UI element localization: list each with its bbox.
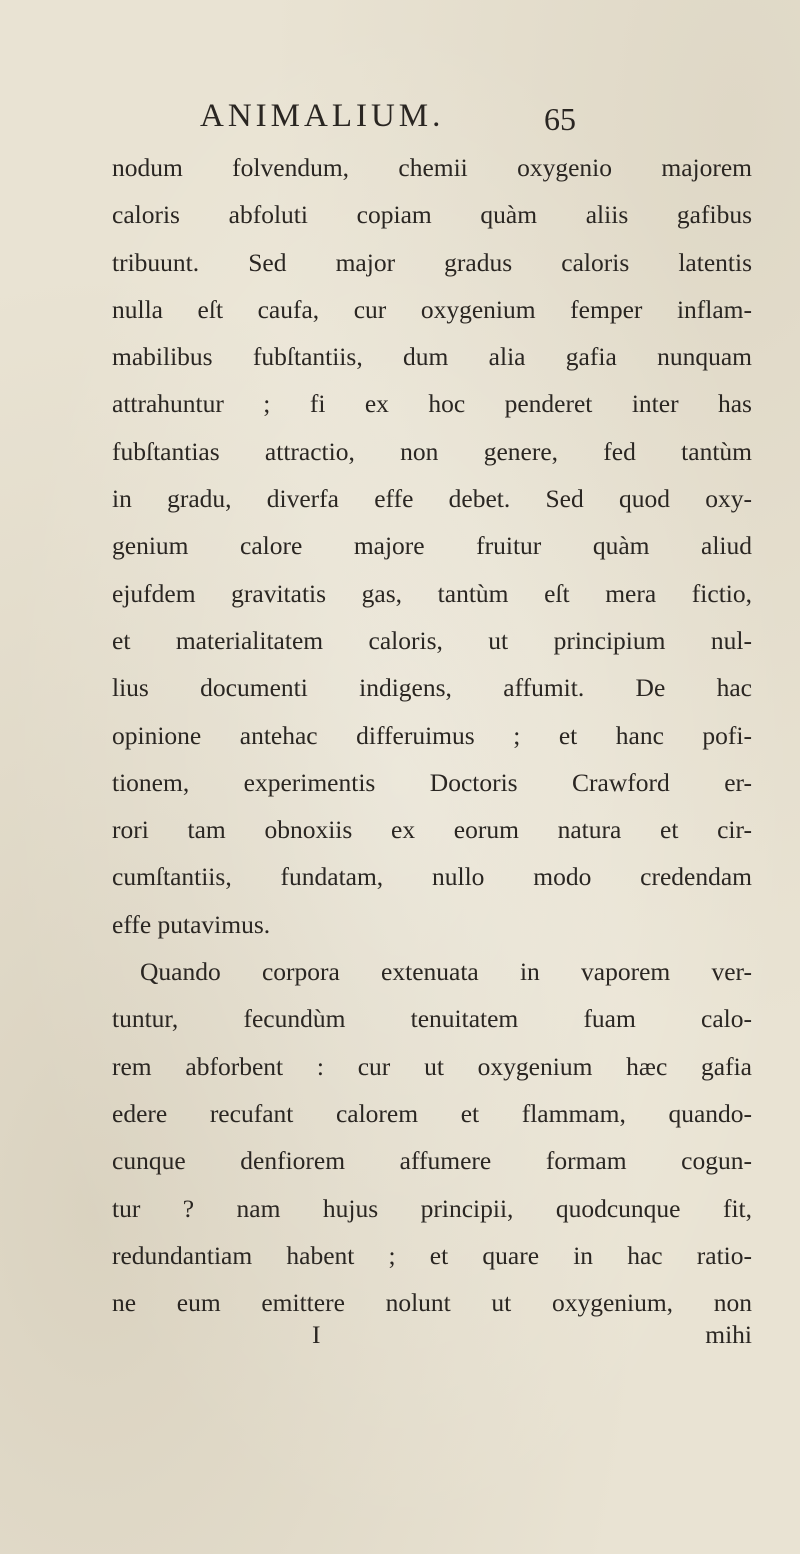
signature-mark: I bbox=[312, 1320, 321, 1349]
text-line: attrahuntur ; fi ex hoc penderet inter has bbox=[112, 389, 752, 419]
text-line: opinione antehac differuimus ; et hanc pofi- bbox=[112, 720, 752, 750]
text-line: tuntur, fecundùm tenuitatem fuam calo- bbox=[112, 1004, 752, 1034]
text-line: redundantiam habent ; et quare in hac ratio- bbox=[112, 1240, 752, 1270]
paragraph-start-line: Quando corpora extenuata in vaporem ver- bbox=[140, 957, 752, 987]
text-line: ejufdem gravitatis gas, tantùm eſt mera fictio, bbox=[112, 578, 752, 608]
text-line: lius documenti indigens, affumit. De hac bbox=[112, 673, 752, 703]
running-title: ANIMALIUM. bbox=[200, 98, 445, 134]
body-text bbox=[112, 144, 752, 1326]
page-header bbox=[200, 98, 580, 146]
text-line: edere recufant calorem et flammam, quando- bbox=[112, 1098, 752, 1128]
text-line: ne eum emittere nolunt ut oxygenium, non bbox=[112, 1288, 752, 1318]
text-line: nulla eſt caufa, cur oxygenium femper inflam- bbox=[112, 294, 752, 324]
text-line: rem abforbent : cur ut oxygenium hæc gafia bbox=[112, 1051, 752, 1081]
page-footer bbox=[112, 1320, 752, 1360]
text-line: cunque denfiorem affumere formam cogun- bbox=[112, 1146, 752, 1176]
catchword: mihi bbox=[705, 1320, 752, 1349]
page-number: 65 bbox=[544, 101, 576, 137]
paragraph-end-line: effe putavimus. bbox=[112, 909, 271, 939]
text-line: et materialitatem caloris, ut principium nul- bbox=[112, 625, 752, 655]
text-line: in gradu, diverfa effe debet. Sed quod oxy- bbox=[112, 484, 752, 514]
text-line: tribuunt. Sed major gradus caloris latentis bbox=[112, 247, 752, 277]
text-line: nodum folvendum, chemii oxygenio majorem bbox=[112, 153, 752, 182]
text-line: tur ? nam hujus principii, quodcunque fit, bbox=[112, 1193, 752, 1223]
text-line: tionem, experimentis Doctoris Crawford er- bbox=[112, 767, 752, 797]
text-line: mabilibus fubſtantiis, dum alia gafia nunquam bbox=[112, 342, 752, 372]
text-line: genium calore majore fruitur quàm aliud bbox=[112, 531, 752, 561]
text-line: caloris abfoluti copiam quàm aliis gafibus bbox=[112, 200, 752, 230]
text-line: fubſtantias attractio, non genere, fed tantùm bbox=[112, 436, 752, 466]
text-line: rori tam obnoxiis ex eorum natura et cir- bbox=[112, 815, 752, 845]
text-line: cumſtantiis, fundatam, nullo modo credendam bbox=[112, 862, 752, 892]
